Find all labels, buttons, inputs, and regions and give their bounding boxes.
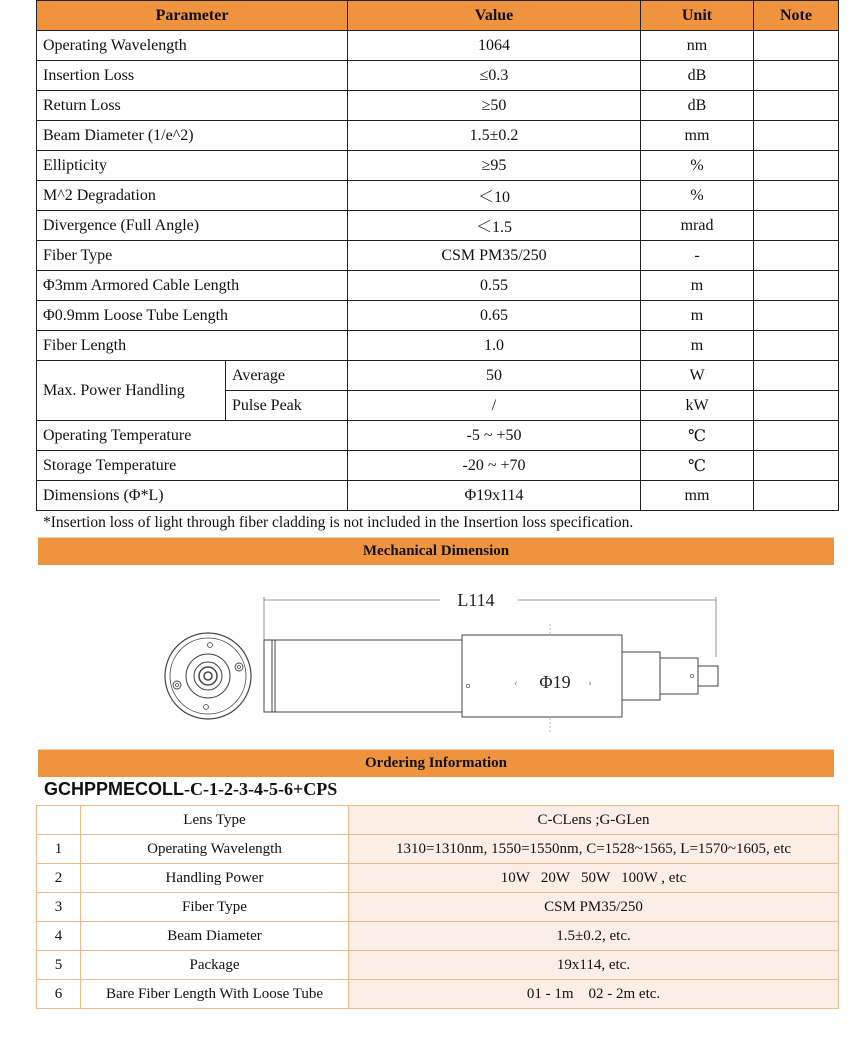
note-cell: [754, 481, 839, 511]
value-cell: 0.65: [348, 301, 641, 331]
value-cell: ≥95: [348, 151, 641, 181]
param-cell: M^2 Degradation: [37, 181, 348, 211]
spec-row: [37, 271, 839, 301]
arrow-mark: ›: [588, 677, 592, 689]
row-value: CSM PM35/250: [349, 893, 839, 922]
unit-cell: mm: [641, 121, 754, 151]
value-cell: -5 ~ +50: [348, 421, 641, 451]
spec-row: [37, 481, 839, 511]
table-row: [37, 922, 839, 951]
row-number: 3: [37, 893, 81, 922]
row-value: 1.5±0.2, etc.: [349, 922, 839, 951]
param-cell: Φ0.9mm Loose Tube Length: [37, 301, 348, 331]
ordering-information-header: Ordering Information: [38, 749, 834, 777]
end-view: [165, 633, 251, 719]
note-cell: [754, 361, 839, 391]
param-cell: Dimensions (Φ*L): [37, 481, 348, 511]
param-cell: Storage Temperature: [37, 451, 348, 481]
row-value: C-CLens ;G-GLen: [349, 806, 839, 835]
row-number: 1: [37, 835, 81, 864]
row-value: 19x114, etc.: [349, 951, 839, 980]
row-name: Operating Wavelength: [81, 835, 349, 864]
value-cell: 1064: [348, 31, 641, 61]
value-cell: -20 ~ +70: [348, 451, 641, 481]
unit-cell: W: [641, 361, 754, 391]
row-name: Package: [81, 951, 349, 980]
param-cell: Operating Wavelength: [37, 31, 348, 61]
unit-cell: mm: [641, 481, 754, 511]
value-cell: ≥50: [348, 91, 641, 121]
note-cell: [754, 151, 839, 181]
table-row: [37, 806, 839, 835]
note-cell: [754, 301, 839, 331]
param-cell: Fiber Length: [37, 331, 348, 361]
note-cell: [754, 121, 839, 151]
table-row: [37, 835, 839, 864]
spec-row: [37, 151, 839, 181]
row-name: Handling Power: [81, 864, 349, 893]
footnote: *Insertion loss of light through fiber cladding is not included in the Insertion loss specification.: [43, 514, 634, 531]
param-cell: Ellipticity: [37, 151, 348, 181]
spec-row: [37, 121, 839, 151]
row-value: 1310=1310nm, 1550=1550nm, C=1528~1565, L=1570~1605, etc: [349, 835, 839, 864]
value-cell: 50: [348, 361, 641, 391]
table-row: [37, 864, 839, 893]
note-cell: [754, 271, 839, 301]
header-note: Note: [754, 1, 839, 31]
param-cell: Operating Temperature: [37, 421, 348, 451]
unit-cell: m: [641, 271, 754, 301]
row-value: 01 - 1m 02 - 2m etc.: [349, 980, 839, 1009]
value-cell: 1.5±0.2: [348, 121, 641, 151]
value-cell: ＜1.5: [348, 211, 641, 241]
sub-param-cell: Average: [226, 361, 348, 391]
note-cell: [754, 31, 839, 61]
spec-row: [37, 451, 839, 481]
header-parameter: Parameter: [37, 1, 348, 31]
header-unit: Unit: [641, 1, 754, 31]
note-cell: [754, 451, 839, 481]
param-cell: Max. Power Handling: [37, 361, 226, 421]
row-number: 6: [37, 980, 81, 1009]
collimator-body: [264, 635, 718, 717]
note-cell: [754, 421, 839, 451]
spec-row: [37, 31, 839, 61]
row-name: Bare Fiber Length With Loose Tube: [81, 980, 349, 1009]
value-cell: ＜10: [348, 181, 641, 211]
value-cell: Φ19x114: [348, 481, 641, 511]
unit-cell: kW: [641, 391, 754, 421]
spec-row-power-average: [37, 361, 839, 391]
row-name: Fiber Type: [81, 893, 349, 922]
note-cell: [754, 211, 839, 241]
unit-cell: m: [641, 331, 754, 361]
sub-param-cell: Pulse Peak: [226, 391, 348, 421]
spec-row: [37, 211, 839, 241]
spec-table: [36, 0, 839, 511]
spec-row: [37, 241, 839, 271]
param-cell: Insertion Loss: [37, 61, 348, 91]
param-cell: Φ3mm Armored Cable Length: [37, 271, 348, 301]
length-label: L114: [457, 590, 495, 610]
unit-cell: -: [641, 241, 754, 271]
value-cell: CSM PM35/250: [348, 241, 641, 271]
note-cell: [754, 241, 839, 271]
mechanical-dimension-header: Mechanical Dimension: [38, 537, 834, 565]
spec-row: [37, 301, 839, 331]
spec-row: [37, 91, 839, 121]
row-number: 4: [37, 922, 81, 951]
length-dimension: [264, 597, 716, 712]
unit-cell: %: [641, 181, 754, 211]
param-cell: Return Loss: [37, 91, 348, 121]
value-cell: 1.0: [348, 331, 641, 361]
spec-row: [37, 421, 839, 451]
note-cell: [754, 391, 839, 421]
value-cell: 0.55: [348, 271, 641, 301]
unit-cell: nm: [641, 31, 754, 61]
spec-header-row: [37, 1, 839, 31]
ordering-table: [36, 805, 839, 1009]
part-code-suffix: -C-1-2-3-4-5-6+CPS: [184, 779, 338, 799]
unit-cell: mrad: [641, 211, 754, 241]
mechanical-drawing: [150, 572, 750, 747]
unit-cell: ℃: [641, 421, 754, 451]
unit-cell: ℃: [641, 451, 754, 481]
note-cell: [754, 61, 839, 91]
param-cell: Fiber Type: [37, 241, 348, 271]
note-cell: [754, 91, 839, 121]
spec-row: [37, 181, 839, 211]
row-number: 5: [37, 951, 81, 980]
part-code: [44, 779, 337, 800]
row-name: Lens Type: [81, 806, 349, 835]
row-name: Beam Diameter: [81, 922, 349, 951]
diameter-label: Φ19: [539, 672, 571, 692]
unit-cell: m: [641, 301, 754, 331]
param-cell: Beam Diameter (1/e^2): [37, 121, 348, 151]
value-cell: /: [348, 391, 641, 421]
unit-cell: %: [641, 151, 754, 181]
param-cell: Divergence (Full Angle): [37, 211, 348, 241]
arrow-mark: ‹: [514, 677, 518, 689]
note-cell: [754, 331, 839, 361]
table-row: [37, 893, 839, 922]
row-number: 2: [37, 864, 81, 893]
spec-row: [37, 61, 839, 91]
part-code-prefix: GCHPPMECOLL: [44, 779, 185, 799]
unit-cell: dB: [641, 91, 754, 121]
row-number: [37, 806, 81, 835]
value-cell: ≤0.3: [348, 61, 641, 91]
note-cell: [754, 181, 839, 211]
spec-row: [37, 331, 839, 361]
header-value: Value: [348, 1, 641, 31]
table-row: [37, 951, 839, 980]
row-value: 10W 20W 50W 100W , etc: [349, 864, 839, 893]
unit-cell: dB: [641, 61, 754, 91]
table-row: [37, 980, 839, 1009]
